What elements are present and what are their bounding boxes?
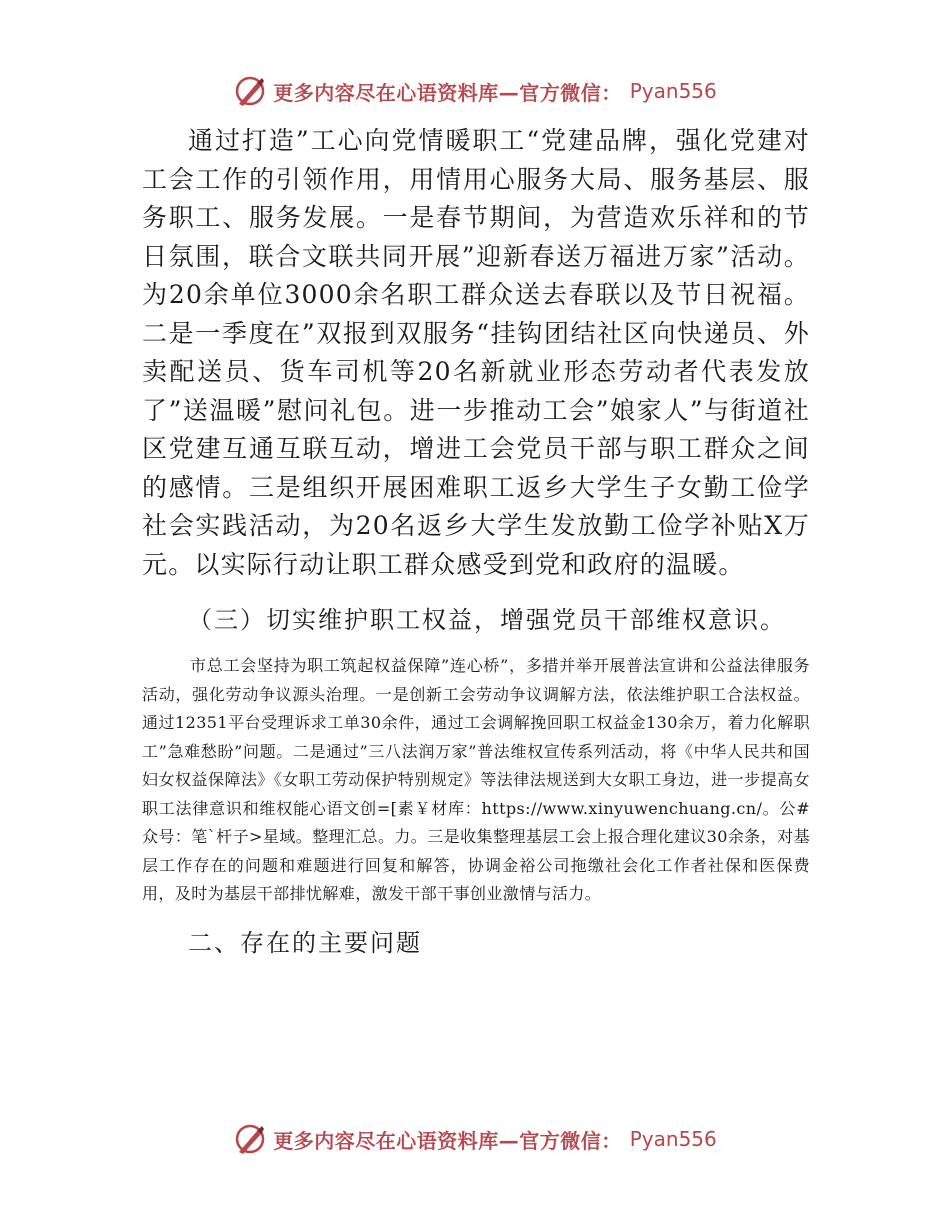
watermark-top [0,74,950,108]
watermark-text: 更多内容尽在心语资料库—官方微信： [273,1128,622,1153]
section-heading-problems: 二、存在的主要问题 [188,928,422,957]
pen-logo-icon [233,74,267,108]
pen-logo-icon [233,1122,267,1156]
watermark-wechat-id: Pyan556 [629,79,717,103]
watermark-bottom [0,1122,950,1156]
document-body [142,122,810,961]
watermark-text: 更多内容尽在心语资料库—官方微信： [273,80,622,105]
watermark-wechat-id: Pyan556 [629,1127,717,1151]
paragraph-rights-protection: 市总工会坚持为职工筑起权益保障”连心桥”，多措并举开展普法宣讲和公益法律服务活动，强化劳动争议源头治理。一是创新工会劳动争议调解方法，依法维护职工合法权益。通过12351平台受理诉求工单30余件，通过工会调解挽回职工权益金130余万，着力化解职工”急难愁盼”问题。二是通过”三八法润万家”普法维权宣传系列活动，将《中华人民共和国妇女权益保障法》《女职工劳动保护特别规定》等法律法规送到大女职工身边，进一步提高女职工法律意识和维权能心语文创=[素￥材库：https://www.xinyuwenchuang.cn/。公#众号：笔`杆子>星域。整理汇总。力。三是收集整理基层工会上报合理化建议30余条，对基层工作存在的问题和难题进行回复和解答，协调金裕公司拖缴社会化工作者社保和医保费用，及时为基层干部排忧解难，激发干部干事创业激情与活力。 [142,656,810,903]
section-heading-3: （三）切实维护职工权益，增强党员干部维权意识。 [188,606,786,634]
paragraph-party-building: 通过打造”工心向党情暖职工“党建品牌，强化党建对工会工作的引领作用，用情用心服务大局、服务基层、服务职工、服务发展。一是春节期间，为营造欢乐祥和的节日氛围，联合文联共同开展”迎新春送万福进万家”活动。为20余单位3000余名职工群众送去春联以及节日祝福。二是一季度在”双报到双服务“挂钩团结社区向快递员、外卖配送员、货车司机等20名新就业形态劳动者代表发放了”送温暖”慰问礼包。进一步推动工会”娘家人”与街道社区党建互通互联互动，增进工会党员干部与职工群众之间的感情。三是组织开展困难职工返乡大学生子女勤工俭学社会实践活动，为20名返乡大学生发放勤工俭学补贴X万元。以实际行动让职工群众感受到党和政府的温暖。 [142,126,810,579]
